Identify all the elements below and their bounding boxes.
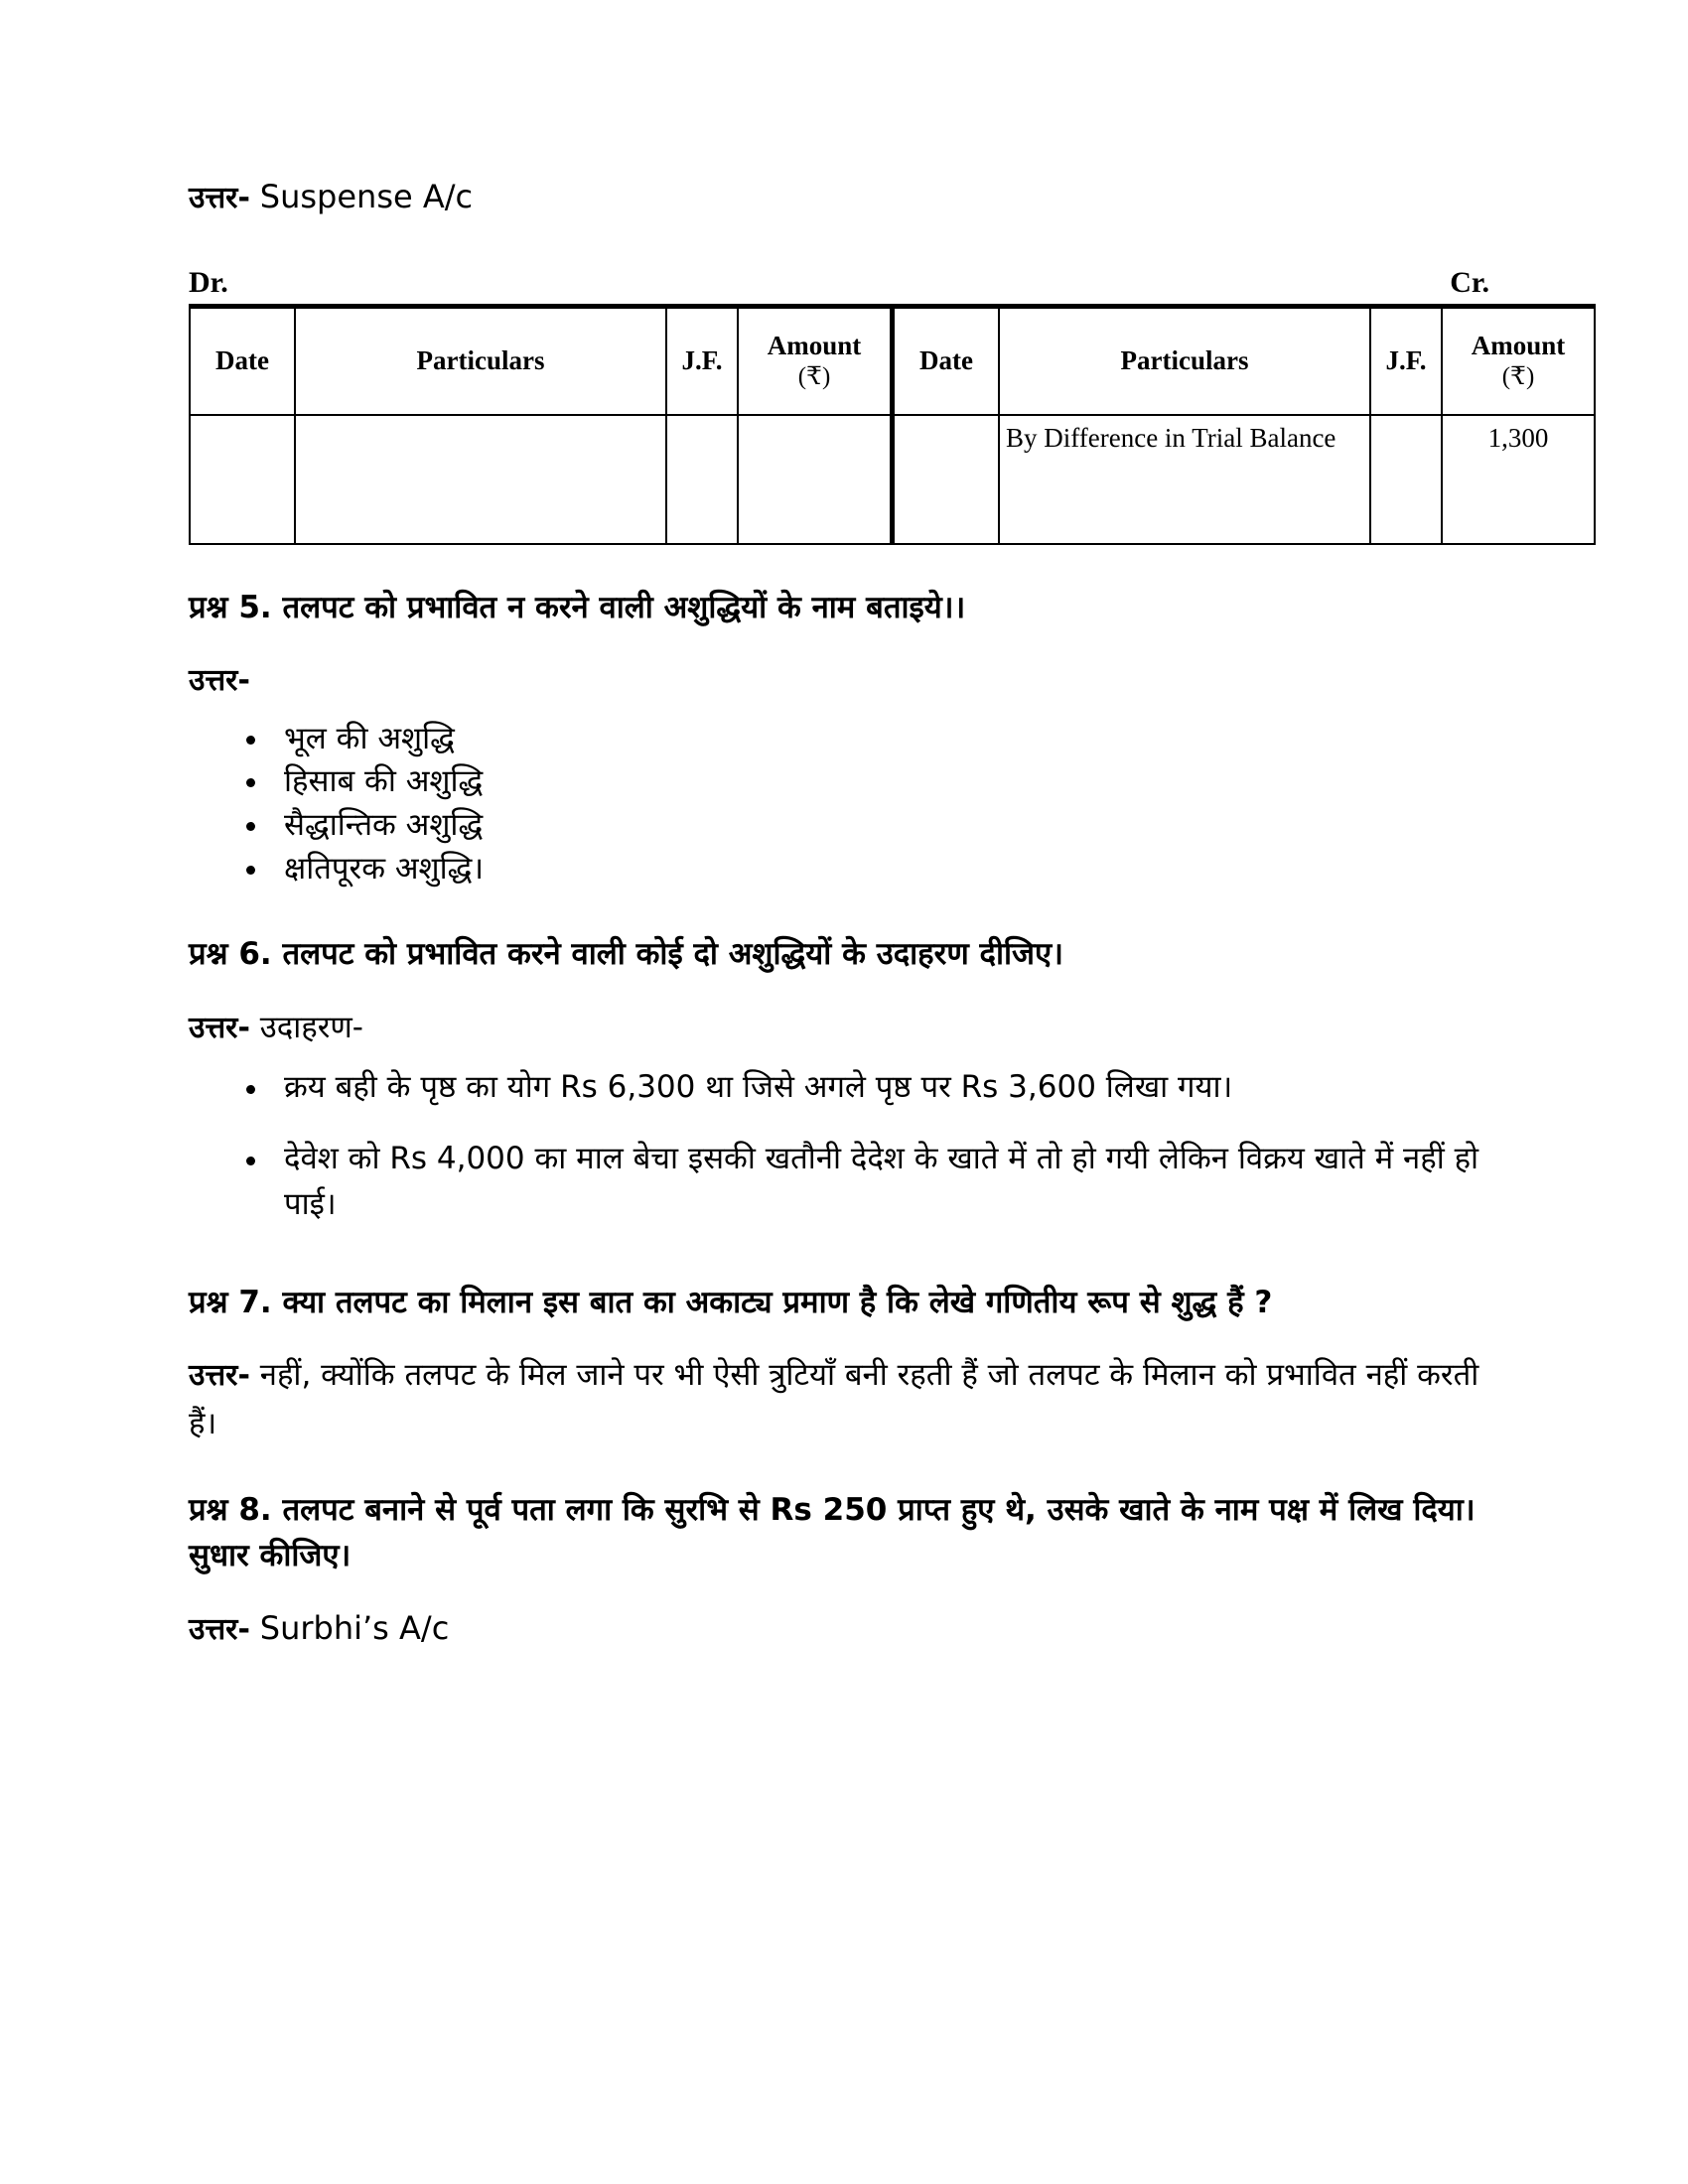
suspense-account-name: Suspense A/c [259,178,474,215]
list-item: देवेश को Rs 4,000 का माल बेचा इसकी खतौनी देदेश के खाते में तो हो गयी लेकिन विक्रय खाते में नहीं हो पाई। [284,1137,1499,1228]
cell-debit-amount [738,415,893,544]
surbhi-account-name: Surbhi’s A/c [259,1608,450,1647]
question-6-bullet-list [189,1065,1499,1228]
cell-credit-jf [1370,415,1442,544]
list-item: सैद्धान्तिक अशुद्धि [284,805,1499,847]
question-8-answer [189,1605,1499,1652]
cell-credit-amount: 1,300 [1442,415,1595,544]
cell-credit-date [893,415,1000,544]
ledger-table-body [190,415,1595,544]
question-5-text: प्रश्न 5. तलपट को प्रभावित न करने वाली अशुद्धियों के नाम बताइये।। [189,589,966,625]
ledger-table-head [190,306,1595,415]
answer-label: उत्तर- [189,181,250,215]
question-8-text: प्रश्न 8. तलपट बनाने से पूर्व पता लगा कि सुरभि से Rs 250 प्राप्त हुए थे, उसके खाते के नाम पक्ष में लिख दिया। सुधार कीजिए। [189,1491,1476,1574]
header-credit-currency-symbol: (₹) [1501,363,1535,391]
ledger-drcr-row [189,266,1489,300]
cell-credit-particulars: By Difference in Trial Balance [999,415,1370,544]
suspense-ledger-table [189,304,1596,545]
suspense-account-heading [189,174,1499,220]
list-item: भूल की अशुद्धि [284,719,1499,760]
answer-label-q5: उत्तर- [189,663,250,699]
question-6-text: प्रश्न 6. तलपट को प्रभावित करने वाली कोई दो अशुद्धियों के उदाहरण दीजिए। [189,936,1063,973]
cell-debit-date [190,415,295,544]
header-credit-jf: J.F. [1370,306,1442,415]
list-item: क्रय बही के पृष्ठ का योग Rs 6,300 था जिसे अगले पृष्ठ पर Rs 3,600 लिखा गया। [284,1065,1499,1111]
cell-debit-jf [666,415,738,544]
answer-label-q6: उत्तर- [189,1010,250,1045]
list-item: हिसाब की अशुद्धि [284,761,1499,803]
page-content [189,174,1566,1662]
header-credit-date: Date [893,306,1000,415]
debit-side-label: Dr. [189,265,228,299]
question-5-answer-label [189,656,1499,705]
question-6-answer-intro [189,1004,1499,1052]
ledger-header-row [190,306,1595,415]
header-debit-currency-symbol: (₹) [797,363,831,391]
answer-label-q7: उत्तर- [189,1358,250,1394]
question-7-text: प्रश्न 7. क्या तलपट का मिलान इस बात का अकाट्य प्रमाण है कि लेखे गणितीय रूप से शुद्ध हैं ? [189,1284,1273,1320]
question-6-answer-intro-text: उदाहरण- [259,1009,363,1045]
table-row [190,415,1595,544]
answer-label-q8: उत्तर- [189,1611,250,1647]
header-credit-particulars: Particulars [999,306,1370,415]
cell-debit-particulars [295,415,666,544]
header-debit-particulars: Particulars [295,306,666,415]
header-credit-amount [1442,306,1595,415]
header-debit-amount [738,306,893,415]
header-debit-date: Date [190,306,295,415]
credit-side-label: Cr. [1450,265,1489,299]
question-7-answer [189,1351,1499,1447]
question-5-bullet-list [189,719,1499,889]
question-7-answer-text: नहीं, क्योंकि तलपट के मिल जाने पर भी ऐसी त्रुटियाँ बनी रहती हैं जो तलपट के मिलान को प्रभावित नहीं करती हैं। [189,1357,1479,1441]
header-debit-amount-text: Amount [767,331,862,361]
header-credit-amount-text: Amount [1471,331,1566,361]
header-debit-jf: J.F. [666,306,738,415]
list-item: क्षतिपूरक अशुद्धि। [284,849,1499,890]
